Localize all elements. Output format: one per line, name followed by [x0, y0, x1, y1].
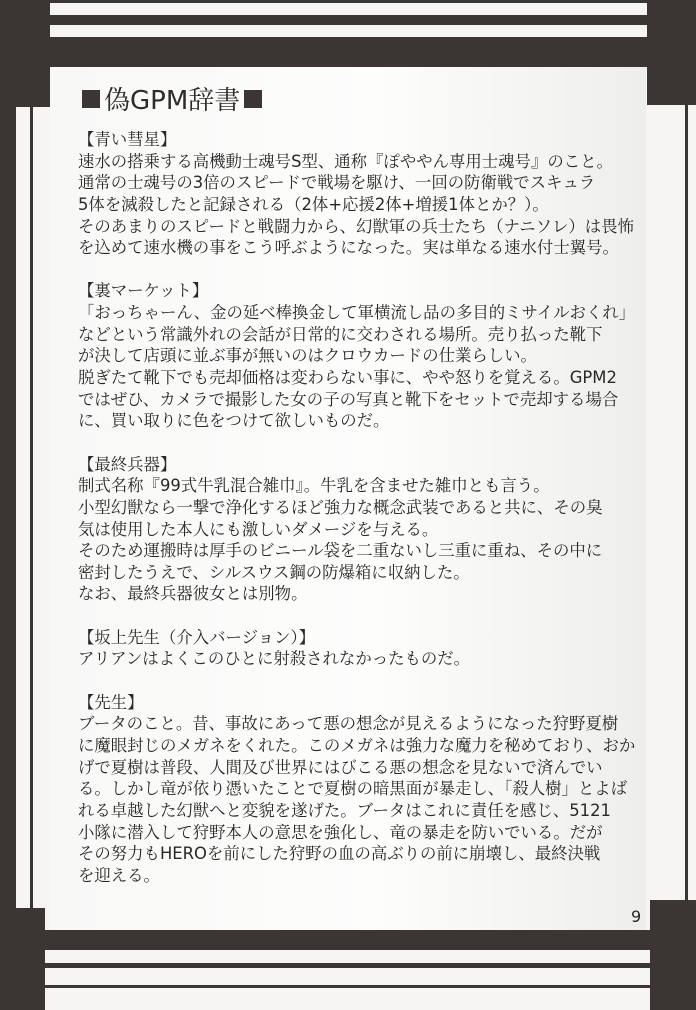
dictionary-entry: [78, 129, 648, 280]
frame-bottom-band: [0, 963, 696, 968]
square-bullet-icon: [82, 90, 100, 108]
frame-top-left-block: [0, 0, 50, 107]
dictionary-entry: [78, 454, 648, 627]
entry-text-line: その努力もHEROを前にした狩野の血の高ぶりの前に崩壊し、最終決戦: [78, 844, 601, 864]
frame-left-column: [0, 0, 16, 1010]
page-title-text: 偽GPM辞書: [104, 86, 241, 116]
entry-heading: 【裏マーケット】: [78, 281, 209, 301]
entry-text-line: 制式名称『99式牛乳混合雑巾』。牛乳を含ませた雑巾とも言う。: [78, 476, 550, 496]
entry-text-line: 「おっちゃーん、金の延べ棒換金して軍横流し品の多目的ミサイルおくれ」: [78, 303, 636, 323]
entry-spacer: [78, 259, 648, 281]
dictionary-entry: [78, 692, 648, 887]
entry-spacer: [78, 670, 648, 692]
entry-text-line: などという常識外れの会話が日常的に交わされる場所。売り払った靴下: [78, 324, 603, 344]
entry-text-line: が決して店頭に並ぶ事が無いのはクロウカードの仕業らしい。: [78, 346, 537, 366]
entry-text-line: ではぜひ、カメラで撮影した女の子の写真と靴下をセットで売却する場合: [78, 389, 619, 409]
entry-text-line: そのため運搬時は厚手のビニール袋を二重ないし三重に重ね、その中に: [78, 541, 603, 561]
entry-heading: 【坂上先生（介入バージョン）】: [78, 627, 316, 647]
entry-text-line: る。しかし竜が依り憑いたことで夏樹の暗黒面が暴走し、「殺人樹」とよば: [78, 779, 628, 799]
entry-text-line: 小型幻獣なら一撃で浄化するほど強力な概念武装であると共に、その臭: [78, 497, 603, 517]
entry-text-line: を迎える。: [78, 865, 160, 885]
entry-spacer: [78, 432, 648, 454]
dictionary-entry: [78, 280, 648, 453]
frame-bottom-band: [0, 930, 696, 950]
dictionary-body: [78, 129, 648, 886]
entry-text-line: 気は使用した本人にも激しいダメージを与える。: [78, 519, 439, 539]
page-title: [80, 80, 264, 117]
frame-bottom-band: [0, 985, 696, 988]
entry-text-line: ブータのこと。昔、事故にあって悪の想念が見えるようになった狩野夏樹: [78, 714, 619, 734]
entry-text-line: れる卓越した幻獣へと変貌を遂げた。ブータはこれに責任を感じ、5121: [78, 800, 611, 820]
frame-top-band: [0, 0, 696, 3]
frame-bottom-right-block: [650, 900, 696, 1010]
entry-text-line: 通常の士魂号の3倍のスピードで戦場を駆け、一回の防衛戦でスキュラ: [78, 173, 596, 193]
entry-text-line: を込めて速水機の事をこう呼ぶようになった。実は単なる速水付士翼号。: [78, 238, 619, 258]
entry-text-line: 密封したうえで、シルスウス鋼の防爆箱に収納した。: [78, 562, 470, 582]
entry-heading: 【最終兵器】: [78, 454, 177, 474]
frame-top-right-block: [647, 0, 696, 105]
frame-right-line: [685, 105, 688, 900]
page-number: 9: [631, 907, 642, 926]
frame-bottom-left-block: [0, 908, 45, 1010]
entry-text-line: に魔眼封じのメガネをくれた。このメガネは強力な魔力を秘めており、おか: [78, 735, 636, 755]
entry-text-line: 小隊に潜入して狩野本人の意思を強化し、竜の暴走を防いでいる。だが: [78, 822, 603, 842]
frame-top-band: [0, 37, 696, 67]
dictionary-entry: [78, 627, 648, 692]
entry-text-line: そのあまりのスピードと戦闘力から、幻獣軍の兵士たち（ナニソレ）は畏怖: [78, 216, 634, 236]
entry-text-line: 5体を滅殺したと記録される（2体+応援2体+増援1体とか？）。: [78, 194, 549, 214]
frame-top-band: [0, 15, 696, 25]
entry-heading: 【青い彗星】: [78, 130, 177, 149]
entry-heading: 【先生】: [78, 692, 144, 712]
frame-left-line: [30, 107, 33, 908]
entry-text-line: 速水の搭乗する高機動士魂号S型、通称『ぽややん専用士魂号』のこと。: [78, 151, 613, 171]
entry-text-line: 脱ぎたて靴下でも売却価格は変わらない事に、やや怒りを覚える。GPM2: [78, 368, 617, 388]
square-bullet-icon: [244, 90, 262, 108]
entry-text-line: げで夏樹は普段、人間及び世界にはびこる悪の想念を見ないで済んでい: [78, 757, 603, 777]
entry-text-line: アリアンはよくこのひとに射殺されなかったものだ。: [78, 649, 471, 669]
entry-text-line: に、買い取りに色をつけて欲しいものだ。: [78, 411, 390, 431]
entry-text-line: なお、最終兵器彼女とは別物。: [78, 584, 308, 604]
entry-spacer: [78, 605, 648, 627]
